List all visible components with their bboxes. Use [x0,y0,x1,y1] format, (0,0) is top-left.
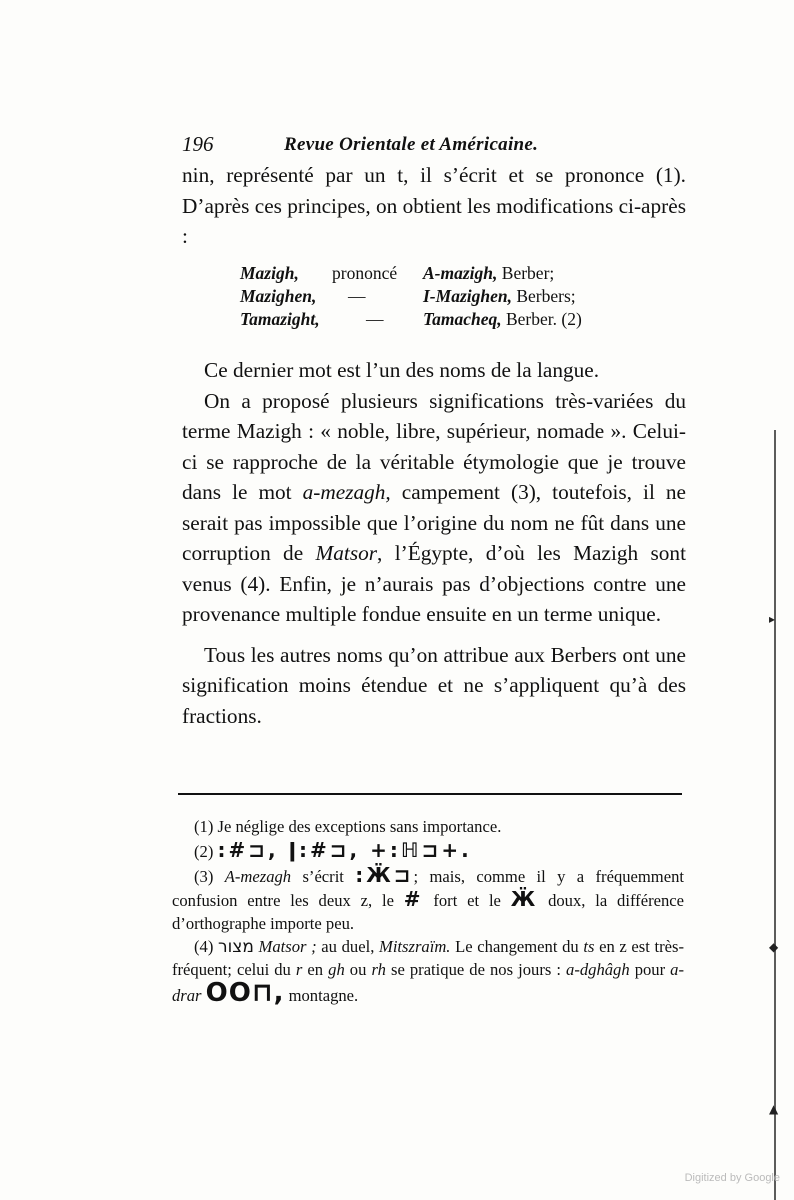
form-gloss: prononcé [332,263,398,283]
form-derived: I-Mazighen, Berbers; [423,286,576,306]
form-word: Mazigh, [240,263,299,283]
footnote-2: (2) :#⊐, ǀ:#⊐, +:ℍ⊐+. [194,837,472,862]
page-number: 196 [182,132,214,156]
form-word: Tamazight, [240,309,320,329]
margin-mark: ▲ [769,1102,779,1116]
form-gloss: — [366,309,384,329]
form-derived: A-mazigh, Berber; [423,263,555,283]
footnote-rule [178,793,682,795]
margin-mark: ◆ [769,940,779,954]
main-text [182,160,686,252]
hebrew-text: מצור [218,936,254,957]
paragraph-2: Ce dernier mot est l’un des noms de la langue. [204,358,600,382]
footnotes [172,816,684,1007]
main-text-continued [182,355,686,731]
paragraph-4: Tous les autres noms qu’on attribue aux Berbers ont une signification moins étendue et ne s’appliquent qu’à des fractions. [182,642,686,728]
form-derived: Tamacheq, Berber. (2) [423,309,582,329]
running-header [182,132,690,160]
tifinagh-text: OO⊓, [205,977,285,1008]
footnote-4: (4) מצור Matsor ; au duel, Mitszraïm. Le changement du ts en z est très-fréquent; celui du r en gh ou rh se pratique de nos jours : a-dghâgh pour a-drar OO⊓, montagne. [172,936,684,1008]
binding-edge [774,430,776,1200]
running-title: Revue Orientale et Américaine. [284,134,539,155]
watermark: Digitized by Google [684,1172,780,1184]
tifinagh-text: :#⊐, ǀ:#⊐, +:ℍ⊐+. [217,837,472,862]
form-gloss: — [348,286,366,306]
tifinagh-text: :Ӝ⊐ [355,862,414,887]
footnote-1: (1) Je néglige des exceptions sans importance. [194,817,502,836]
paragraph-3: On a proposé plusieurs significations très-variées du terme Mazigh : « noble, libre, supérieur, nomade ». Celui-ci se rapproche de la véritable étymologie que je trouve dans le mot a-mezagh, campement (3), toutefois, il ne serait pas impossible que l’origine du nom ne fût dans une corruption de Matsor, l’Égypte, d’où les Mazigh sont venus (4). Enfin, je n’aurais pas d’objections contre une provenance multiple fondue ensuite en un terme unique. [182,388,687,626]
footnote-3: (3) A-mezagh s’écrit :Ӝ⊐; mais, comme il y a fréquemment confusion entre les deux z, le # fort et le Ӝ doux, la différence d’orthographe importe peu. [172,862,684,934]
margin-mark: ▸ [769,612,776,626]
form-word: Mazighen, [240,286,317,306]
paragraph-1: nin, représenté par un t, il s’écrit et se prononce (1). D’après ces principes, on obtient les modifications ci-après : [182,163,686,248]
